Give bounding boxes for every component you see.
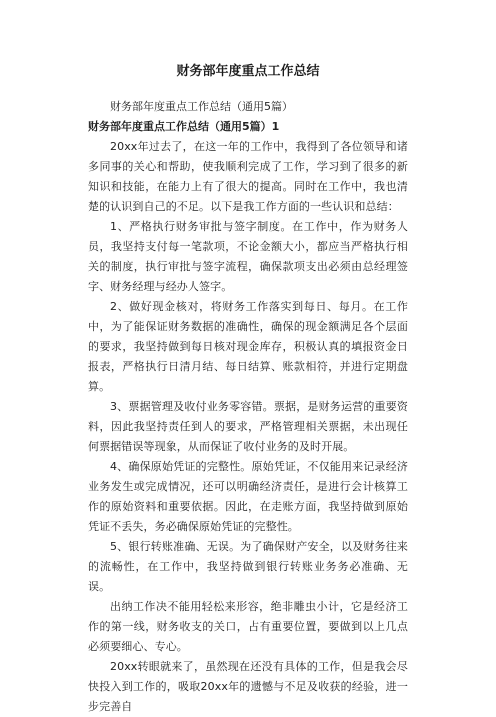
document-title: 财务部年度重点工作总结: [176, 64, 320, 79]
paragraph-cashier: 出纳工作决不能用轻松来形容，绝非雕虫小计，它是经济工作的第一线，财务收支的关口，占有重要位置，要做到以上几点必须要细心、专心。: [88, 600, 408, 653]
paragraph-outlook: 20xx转眼就来了，虽然现在还没有具体的工作，但是我会尽快投入到工作的，吸取20xx年的遗憾与不足及收获的经验，进一步完善自: [88, 660, 408, 713]
section-heading: 财务部年度重点工作总结（通用5篇）1: [88, 120, 280, 133]
paragraph-item-2: 2、做好现金核对，将财务工作落实到每日、每月。在工作中，为了能保证财务数据的准确性，确保的现金额满足各个层面的要求，我坚持做到每日核对现金库存，积极认真的填报资金日报表，严格执行日清月结、每日结算、账款相符，并进行定期盘算。: [88, 300, 408, 393]
paragraph-item-1: 1、严格执行财务审批与签字制度。在工作中，作为财务人员，我坚持支付每一笔款项，不论金额大小，都应当严格执行相关的制度，执行审批与签字流程，确保款项支出必须由总经理签字、财务经理与经办人签字。: [88, 220, 408, 293]
paragraph-item-4: 4、确保原始凭证的完整性。原始凭证，不仅能用来记录经济业务发生或完成情况，还可以明确经济责任，是进行会计核算工作的原始资料和重要依据。因此，在走账方面，我坚持做到原始凭证不丢失，务必确保原始凭证的完整性。: [88, 460, 408, 533]
document-subtitle: 财务部年度重点工作总结（通用5篇）: [110, 100, 293, 113]
paragraph-intro: 20xx年过去了，在这一年的工作中，我得到了各位领导和诸多同事的关心和帮助，使我顺利完成了工作，学习到了很多的新知识和技能，在能力上有了很大的提高。同时在工作中，我也清楚的认识到自己的不足。以下是我工作方面的一些认识和总结：: [88, 140, 408, 213]
paragraph-item-3: 3、票据管理及收付业务零容错。票据，是财务运营的重要资料，因此我坚持责任到人的要求，严格管理相关票据，未出现任何票据错误等现象，从而保证了收付业务的及时开展。: [88, 400, 408, 453]
paragraph-item-5: 5、银行转账准确、无误。为了确保财产安全，以及财务往来的流畅性，在工作中，我坚持做到银行转账业务务必准确、无误。: [88, 540, 408, 593]
